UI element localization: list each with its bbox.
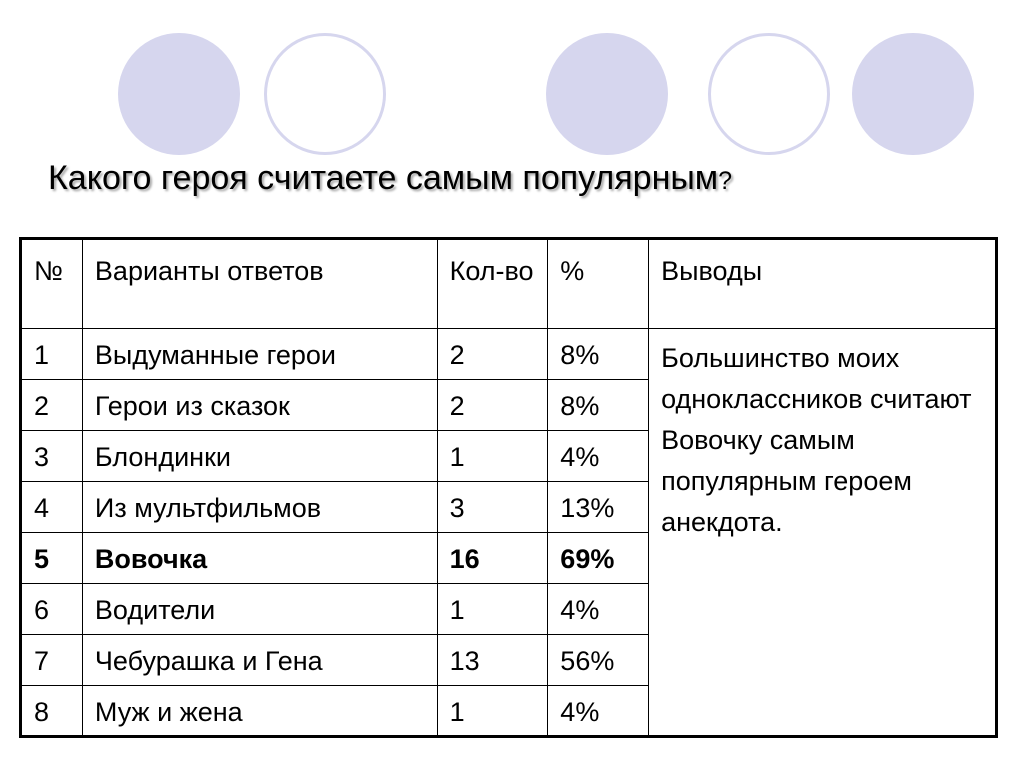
row-option: Блондинки [82, 431, 437, 482]
row-percent: 4% [548, 686, 649, 737]
row-number: 5 [21, 533, 83, 584]
header-number: № [21, 239, 83, 329]
header-count: Кол-во [437, 239, 548, 329]
header-answer-options: Варианты ответов [82, 239, 437, 329]
row-percent: 8% [548, 329, 649, 380]
row-number: 8 [21, 686, 83, 737]
survey-results-table [19, 237, 998, 738]
conclusion-cell: Большинство моих одноклассников считают Вовочку самым популярным героем анекдота. [649, 329, 997, 737]
slide-title [48, 156, 732, 203]
row-number: 2 [21, 380, 83, 431]
row-option: Вовочка [82, 533, 437, 584]
row-percent: 4% [548, 431, 649, 482]
row-number: 1 [21, 329, 83, 380]
row-number: 4 [21, 482, 83, 533]
row-count: 3 [437, 482, 548, 533]
row-count: 2 [437, 380, 548, 431]
row-count: 13 [437, 635, 548, 686]
decorative-circle-outline [708, 33, 830, 155]
table-header-row [21, 239, 997, 329]
row-number: 7 [21, 635, 83, 686]
row-count: 1 [437, 686, 548, 737]
header-conclusions: Выводы [649, 239, 997, 329]
row-percent: 4% [548, 584, 649, 635]
row-count: 16 [437, 533, 548, 584]
row-option: Выдуманные герои [82, 329, 437, 380]
decorative-circle-filled [118, 33, 240, 155]
row-option: Муж и жена [82, 686, 437, 737]
row-count: 2 [437, 329, 548, 380]
row-percent: 69% [548, 533, 649, 584]
row-percent: 56% [548, 635, 649, 686]
decorative-circle-outline [264, 33, 386, 155]
header-percent: % [548, 239, 649, 329]
row-count: 1 [437, 431, 548, 482]
row-option: Чебурашка и Гена [82, 635, 437, 686]
decorative-circle-filled [546, 33, 668, 155]
row-number: 6 [21, 584, 83, 635]
row-option: Из мультфильмов [82, 482, 437, 533]
row-number: 3 [21, 431, 83, 482]
table-row [21, 329, 997, 380]
slide-title-question-mark: ? [718, 167, 733, 195]
slide-title-text: Какого героя считаете самым популярным [48, 159, 719, 197]
decorative-circle-filled [852, 33, 974, 155]
row-percent: 13% [548, 482, 649, 533]
row-count: 1 [437, 584, 548, 635]
row-option: Герои из сказок [82, 380, 437, 431]
row-option: Водители [82, 584, 437, 635]
row-percent: 8% [548, 380, 649, 431]
